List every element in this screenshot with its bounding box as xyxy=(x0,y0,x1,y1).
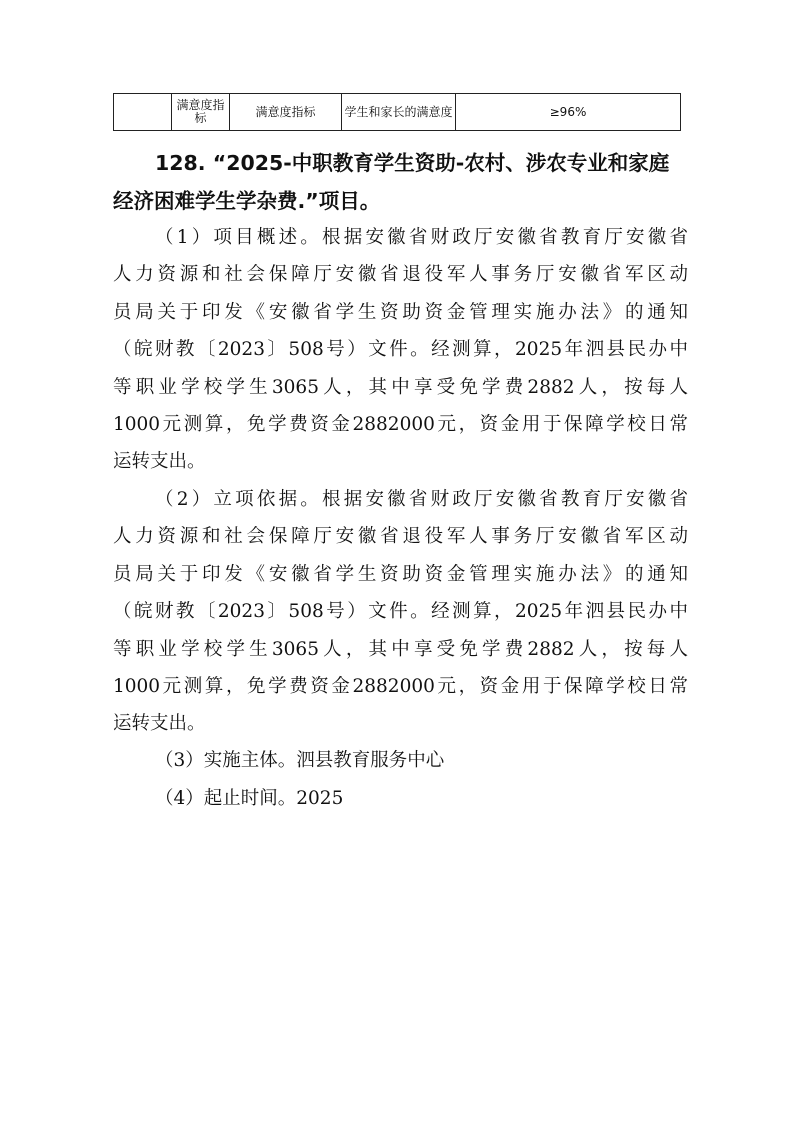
project-heading xyxy=(113,144,688,220)
heading-line: 128. “2025-中职教育学生资助-农村、涉农专业和家庭 xyxy=(155,151,670,175)
section-overview xyxy=(113,219,688,481)
table-cell-level3-indicator: 满意度指标 xyxy=(230,94,342,131)
paragraph-line: （1）项目概述。根据安徽省财政厅安徽省教育厅安徽省 xyxy=(155,227,688,248)
paragraph-line: 等职业学校学生3065人，其中享受免学费2882人，按每人 xyxy=(113,376,688,398)
paragraph-line: 1000元测算，免学费资金2882000元，资金用于保障学校日常 xyxy=(113,676,688,698)
table-cell-indicator-content: 学生和家长的满意度 xyxy=(342,94,456,131)
paragraph-line: 运转支出。 xyxy=(113,713,206,735)
indicator-table xyxy=(113,93,681,131)
paragraph-line: 人力资源和社会保障厅安徽省退役军人事务厅安徽省军区动 xyxy=(113,264,688,286)
section-implementer xyxy=(113,742,688,779)
paragraph-line: 等职业学校学生3065人，其中享受免学费2882人，按每人 xyxy=(113,638,688,660)
section-basis xyxy=(113,481,688,743)
paragraph-line: 员局关于印发《安徽省学生资助资金管理实施办法》的通知 xyxy=(113,301,688,323)
paragraph-line: （2）立项依据。根据安徽省财政厅安徽省教育厅安徽省 xyxy=(155,489,688,510)
table-cell-target-value: ≥96% xyxy=(456,94,681,131)
paragraph-line: （皖财教〔2023〕508号）文件。经测算，2025年泗县民办中 xyxy=(113,339,688,361)
heading-line: 经济困难学生学杂费.”项目。 xyxy=(113,189,381,213)
table-row xyxy=(114,94,681,131)
paragraph-line: （3）实施主体。泗县教育服务中心 xyxy=(155,750,445,771)
table-cell-blank xyxy=(114,94,172,131)
paragraph-line: 人力资源和社会保障厅安徽省退役军人事务厅安徽省军区动 xyxy=(113,526,688,548)
paragraph-line: （皖财教〔2023〕508号）文件。经测算，2025年泗县民办中 xyxy=(113,601,688,623)
paragraph-line: （4）起止时间。2025 xyxy=(155,788,344,809)
paragraph-line: 1000元测算，免学费资金2882000元，资金用于保障学校日常 xyxy=(113,414,688,436)
paragraph-line: 员局关于印发《安徽省学生资助资金管理实施办法》的通知 xyxy=(113,563,688,585)
table-cell-level2-indicator: 满意度指标 xyxy=(172,94,230,131)
section-period xyxy=(113,780,688,817)
paragraph-line: 运转支出。 xyxy=(113,451,206,473)
